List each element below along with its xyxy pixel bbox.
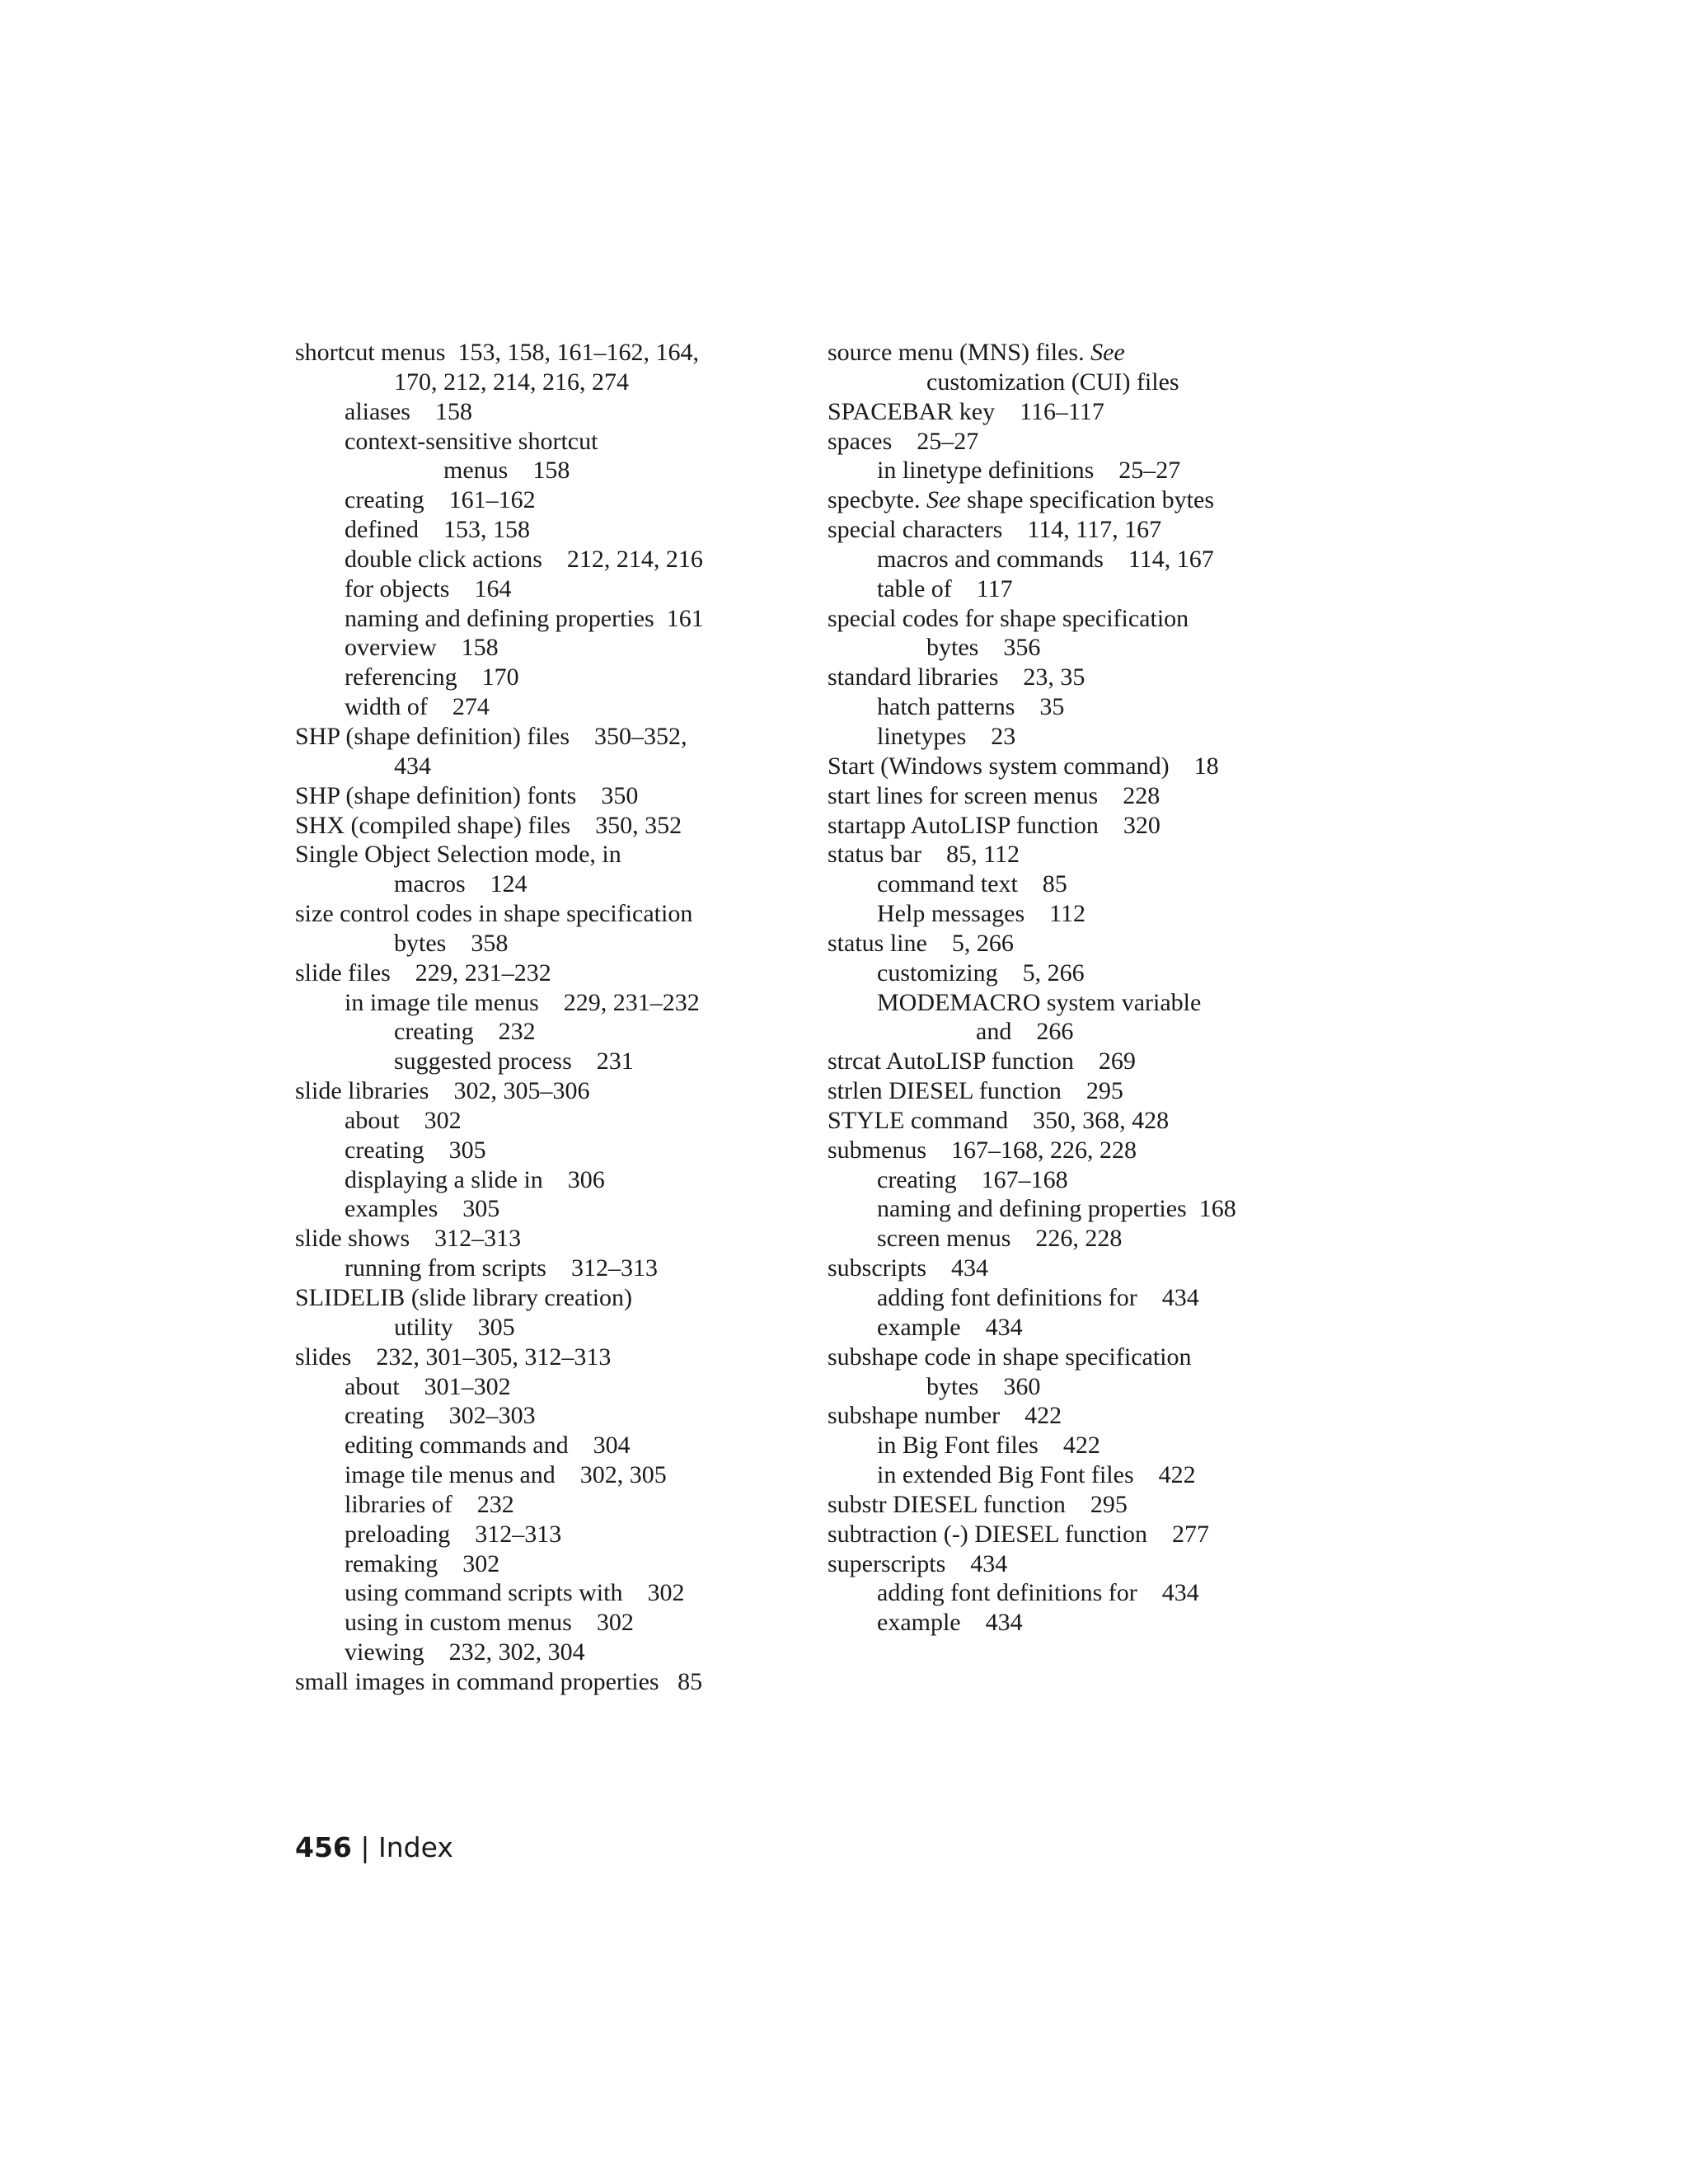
index-entry: naming and defining properties 161 <box>345 604 704 632</box>
index-entry: using command scripts with 302 <box>345 1579 685 1607</box>
page-number: 456 <box>295 1831 352 1863</box>
index-entry: context-sensitive shortcut <box>345 427 598 455</box>
index-entry: size control codes in shape specification <box>295 900 693 928</box>
index-entry: submenus 167–168, 226, 228 <box>828 1136 1137 1164</box>
index-entry: examples 305 <box>345 1195 500 1223</box>
index-entry: linetypes 23 <box>877 722 1016 750</box>
index-entry: bytes 356 <box>926 634 1041 662</box>
index-entry: defined 153, 158 <box>345 516 530 544</box>
index-entry: running from scripts 312–313 <box>345 1254 658 1282</box>
index-entry: creating 305 <box>345 1136 486 1164</box>
index-entry: status line 5, 266 <box>828 929 1014 957</box>
index-entry: special characters 114, 117, 167 <box>828 516 1162 544</box>
index-entry: image tile menus and 302, 305 <box>345 1461 667 1489</box>
index-entry: Single Object Selection mode, in <box>295 841 621 869</box>
index-entry: utility 305 <box>394 1313 515 1341</box>
index-entry: superscripts 434 <box>828 1549 1008 1577</box>
index-entry: strcat AutoLISP function 269 <box>828 1047 1136 1076</box>
index-entry: screen menus 226, 228 <box>877 1225 1123 1253</box>
index-entry: hatch patterns 35 <box>877 693 1065 721</box>
index-entry: SLIDELIB (slide library creation) <box>295 1284 633 1311</box>
index-entry: creating 161–162 <box>345 486 536 514</box>
index-entry: substr DIESEL function 295 <box>828 1490 1128 1518</box>
index-entry: in Big Font files 422 <box>877 1432 1100 1460</box>
index-entry: example 434 <box>877 1609 1023 1637</box>
index-entry: for objects 164 <box>345 574 512 602</box>
index-entry: status bar 85, 112 <box>828 841 1020 869</box>
index-entry: STYLE command 350, 368, 428 <box>828 1106 1170 1134</box>
index-entry: subshape number 422 <box>828 1402 1062 1430</box>
index-entry: using in custom menus 302 <box>345 1609 634 1637</box>
index-entry: suggested process 231 <box>394 1047 634 1076</box>
index-entry: adding font definitions for 434 <box>877 1284 1199 1311</box>
index-entry: Help messages 112 <box>877 900 1086 928</box>
index-entry: shortcut menus 153, 158, 161–162, 164, <box>295 339 699 366</box>
index-entry: slides 232, 301–305, 312–313 <box>295 1343 612 1371</box>
index-entry: Start (Windows system command) 18 <box>828 752 1219 780</box>
index-entry: macros and commands 114, 167 <box>877 545 1214 573</box>
index-entry: slide files 229, 231–232 <box>295 958 551 987</box>
index-entry: command text 85 <box>877 870 1067 898</box>
index-entry: 170, 212, 214, 216, 274 <box>394 368 629 396</box>
index-entry: viewing 232, 302, 304 <box>345 1638 585 1666</box>
index-entry: table of 117 <box>877 574 1013 602</box>
index-entry: subscripts 434 <box>828 1254 988 1282</box>
index-entry: 434 <box>394 752 431 780</box>
index-entry: creating 167–168 <box>877 1165 1068 1193</box>
index-entry: start lines for screen menus 228 <box>828 781 1160 809</box>
index-entry: slide libraries 302, 305–306 <box>295 1077 590 1105</box>
index-entry: aliases 158 <box>345 397 472 425</box>
index-entry: in extended Big Font files 422 <box>877 1461 1196 1489</box>
index-entry: startapp AutoLISP function 320 <box>828 811 1160 839</box>
index-entry: adding font definitions for 434 <box>877 1579 1199 1607</box>
index-entry: SHP (shape definition) files 350–352, <box>295 722 687 750</box>
index-entry: preloading 312–313 <box>345 1520 562 1548</box>
index-entry: example 434 <box>877 1313 1023 1341</box>
index-entry: and 266 <box>976 1018 1074 1046</box>
index-entry: strlen DIESEL function 295 <box>828 1077 1123 1105</box>
index-entry: libraries of 232 <box>345 1490 514 1518</box>
index-entry: editing commands and 304 <box>345 1432 631 1460</box>
index-entry: bytes 360 <box>926 1372 1041 1400</box>
index-entry: overview 158 <box>345 634 499 662</box>
footer-section: Index <box>378 1831 453 1863</box>
index-entry: special codes for shape specification <box>828 604 1189 632</box>
index-entry: slide shows 312–313 <box>295 1225 522 1253</box>
index-entry: specbyte. See shape specification bytes <box>828 486 1215 514</box>
index-entry: referencing 170 <box>345 663 519 691</box>
index-entry: remaking 302 <box>345 1549 500 1577</box>
index-entry: double click actions 212, 214, 216 <box>345 545 703 573</box>
index-entry: menus 158 <box>443 457 570 485</box>
footer-separator: | <box>351 1831 378 1863</box>
index-entry: subtraction (-) DIESEL function 277 <box>828 1520 1209 1548</box>
index-entry: customization (CUI) files <box>926 368 1179 396</box>
index-entry: subshape code in shape specification <box>828 1343 1192 1371</box>
index-entry: SHX (compiled shape) files 350, 352 <box>295 811 682 839</box>
index-column-right <box>828 338 1355 1638</box>
index-entry: MODEMACRO system variable <box>877 988 1202 1016</box>
index-entry: creating 302–303 <box>345 1402 536 1430</box>
index-entry: displaying a slide in 306 <box>345 1165 605 1193</box>
index-entry: SPACEBAR key 116–117 <box>828 397 1104 425</box>
index-entry: bytes 358 <box>394 929 509 957</box>
index-entry: naming and defining properties 168 <box>877 1195 1236 1223</box>
index-entry: standard libraries 23, 35 <box>828 663 1085 691</box>
page-footer <box>295 1831 453 1863</box>
index-entry: SHP (shape definition) fonts 350 <box>295 781 639 809</box>
index-entry: in image tile menus 229, 231–232 <box>345 988 700 1016</box>
index-entry: small images in command properties 85 <box>295 1667 703 1695</box>
index-entry: about 301–302 <box>345 1372 511 1400</box>
index-entry: spaces 25–27 <box>828 427 979 455</box>
index-entry: customizing 5, 266 <box>877 958 1085 987</box>
index-entry: macros 124 <box>394 870 528 898</box>
index-entry: about 302 <box>345 1106 462 1134</box>
index-column-left <box>295 338 790 1697</box>
index-entry: width of 274 <box>345 693 490 721</box>
index-entry: creating 232 <box>394 1018 536 1046</box>
index-entry: in linetype definitions 25–27 <box>877 457 1181 485</box>
index-entry: source menu (MNS) files. See <box>828 339 1125 366</box>
